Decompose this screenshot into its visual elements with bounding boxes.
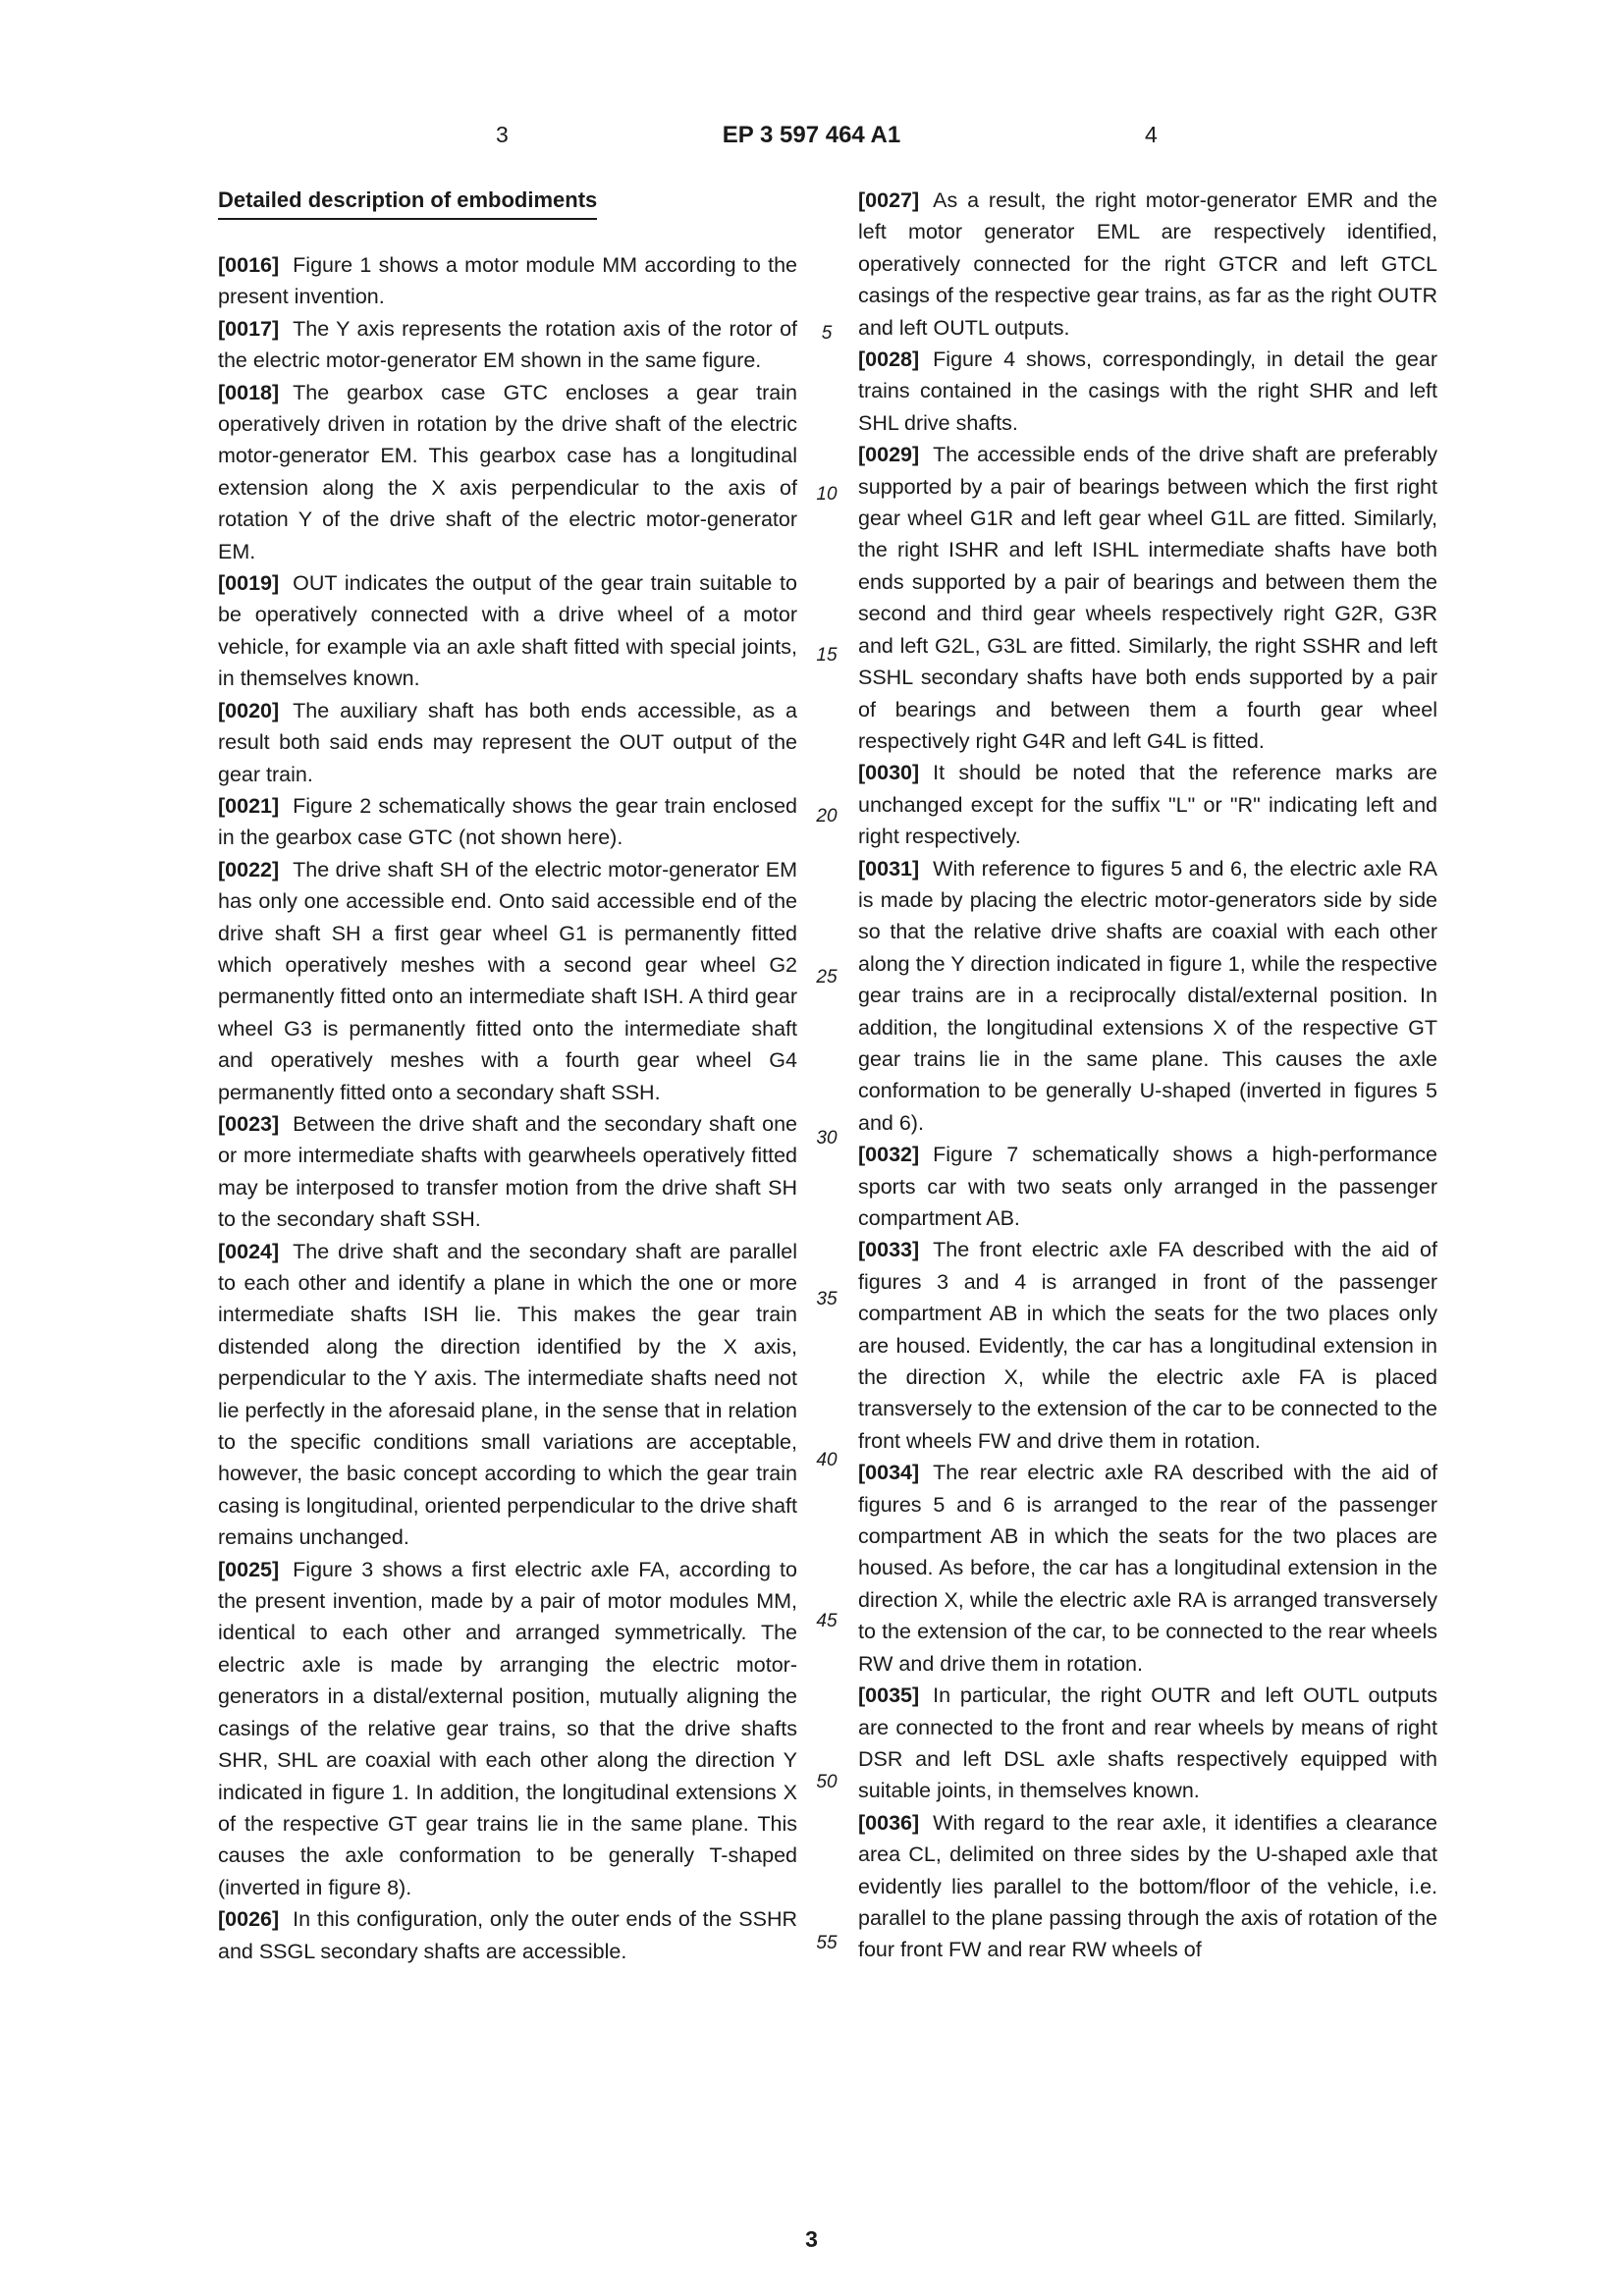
paragraph-number: [0036]	[858, 1810, 920, 1835]
paragraph-text: With reference to figures 5 and 6, the electric axle RA is made by placing the electric motor-generators side by side so that the relative drive shafts are coaxial with each other along the Y direction indicated in figure 1, while the respective gear trains are in a reciprocally distal/external position. In addition, the longitudinal extensions X of the respective GT gear trains lie in the same plane. This causes the axle conformation to be generally U-shaped (inverted in figures 5 and 6).	[858, 856, 1437, 1135]
paragraph-number: [0017]	[218, 316, 280, 341]
paragraph-number: [0024]	[218, 1239, 280, 1263]
line-number: 20	[816, 806, 838, 827]
line-number: 5	[821, 323, 833, 344]
paragraph-number: [0025]	[218, 1557, 280, 1581]
paragraph	[218, 313, 797, 377]
page-footer-number: 3	[805, 2226, 818, 2252]
paragraph	[858, 1807, 1437, 1966]
paragraph-number: [0018]	[218, 380, 280, 404]
paragraph-number: [0023]	[218, 1111, 280, 1136]
right-column	[858, 185, 1437, 1966]
paragraph	[858, 1234, 1437, 1457]
paragraph	[218, 790, 797, 854]
paragraph	[218, 1554, 797, 1903]
left-column	[218, 185, 797, 1967]
paragraph-text: In this configuration, only the outer ends of the SSHR and SSGL secondary shafts are accessible.	[218, 1907, 797, 1963]
paragraph-text: It should be noted that the reference marks are unchanged except for the suffix "L" or "R" indicating left and right respectively.	[858, 761, 1437, 849]
paragraph-text: Between the drive shaft and the secondary shaft one or more intermediate shafts with gearwheels operatively fitted may be interposed to transfer motion from the drive shaft SH to the secondary shaft SSH.	[218, 1111, 797, 1232]
paragraph-number: [0035]	[858, 1683, 920, 1708]
paragraph	[858, 344, 1437, 439]
paragraph	[858, 1680, 1437, 1807]
section-heading: Detailed description of embodiments	[218, 185, 597, 220]
paragraph-number: [0021]	[218, 793, 280, 818]
paragraph	[858, 185, 1437, 344]
paragraph-text: The rear electric axle RA described with the aid of figures 5 and 6 is arranged to the rear of the passenger compartment AB in which the seats for the two places are housed. As before, the car has a longitudinal extension in the direction X, while the electric axle RA is arranged transversely to the extension of the car, to be connected to the rear wheels RW and drive them in rotation.	[858, 1461, 1437, 1676]
paragraph-number: [0016]	[218, 253, 280, 277]
paragraph-text: Figure 2 schematically shows the gear train enclosed in the gearbox case GTC (not shown here).	[218, 793, 797, 850]
paragraph-number: [0028]	[858, 347, 920, 372]
paragraph	[858, 853, 1437, 1140]
paragraph-text: The gearbox case GTC encloses a gear train operatively driven in rotation by the drive shaft of the electric motor-generator EM. This gearbox case has a longitudinal extension along the X axis perpendicular to the axis of rotation Y of the drive shaft of the electric motor-generator EM.	[218, 380, 797, 563]
paragraph-number: [0030]	[858, 761, 920, 785]
paragraph-text: The front electric axle FA described with the aid of figures 3 and 4 is arranged in front of the passenger compartment AB in which the seats for the two places only are housed. Evidently, the car has a longitudinal extension in the direction X, while the electric axle FA is placed transversely to the extension of the car to be connected to the front wheels FW and drive them in rotation.	[858, 1238, 1437, 1453]
line-number: 25	[816, 967, 838, 988]
paragraph	[858, 757, 1437, 852]
paragraph-number: [0019]	[218, 571, 280, 596]
paragraph	[858, 1457, 1437, 1680]
paragraph-number: [0029]	[858, 443, 920, 467]
line-number: 15	[816, 645, 838, 666]
paragraph-text: Figure 7 schematically shows a high-performance sports car with two seats only arranged in the passenger compartment AB.	[858, 1143, 1437, 1230]
line-number: 55	[816, 1933, 838, 1953]
paragraph-text: The drive shaft and the secondary shaft are parallel to each other and identify a plane in which the one or more intermediate shafts ISH lie. This makes the gear train distended along the direction identified by the X axis, perpendicular to the Y axis. The intermediate shafts need not lie perfectly in the aforesaid plane, in the sense that in relation to the specific conditions small variations are acceptable, however, the basic concept according to which the gear train casing is longitudinal, oriented perpendicular to the drive shaft remains unchanged.	[218, 1239, 797, 1550]
paragraph	[218, 567, 797, 695]
paragraph-number: [0033]	[858, 1238, 920, 1262]
line-number: 30	[816, 1128, 838, 1148]
paragraph-number: [0031]	[858, 856, 920, 881]
paragraph-number: [0026]	[218, 1907, 280, 1932]
paragraph	[858, 439, 1437, 757]
paragraph-number: [0022]	[218, 857, 280, 881]
paragraph-text: Figure 1 shows a motor module MM according to the present invention.	[218, 253, 797, 309]
paragraph-text: Figure 4 shows, correspondingly, in detail the gear trains contained in the casings with the right SHR and left SHL drive shafts.	[858, 347, 1437, 435]
page-number-left: 3	[496, 122, 509, 147]
paragraph	[218, 695, 797, 790]
paragraph-number: [0020]	[218, 698, 280, 722]
page-number-right: 4	[1145, 122, 1158, 147]
paragraph-text: The auxiliary shaft has both ends accessible, as a result both said ends may represent the OUT output of the gear train.	[218, 698, 797, 786]
line-number: 50	[816, 1772, 838, 1792]
paragraph	[858, 1139, 1437, 1234]
paragraph-text: With regard to the rear axle, it identifies a clearance area CL, delimited on three sides by the U-shaped axle that evidently lies parallel to the bottom/floor of the vehicle, i.e. parallel to the plane passing through the axis of rotation of the four front FW and rear RW wheels of	[858, 1810, 1437, 1962]
line-number: 10	[816, 484, 838, 505]
paragraph	[218, 249, 797, 313]
line-number: 45	[816, 1611, 838, 1631]
paragraph-number: [0032]	[858, 1143, 920, 1167]
paragraph-number: [0034]	[858, 1461, 920, 1485]
paragraph	[218, 377, 797, 567]
paragraph	[218, 854, 797, 1108]
paragraph	[218, 1903, 797, 1967]
paragraph-text: OUT indicates the output of the gear train suitable to be operatively connected with a drive wheel of a motor vehicle, for example via an axle shaft fitted with special joints, in themselves known.	[218, 571, 797, 691]
line-number: 35	[816, 1289, 838, 1309]
paragraph-text: As a result, the right motor-generator EMR and the left motor generator EML are respectively identified, operatively connected for the right GTCR and left GTCL casings of the respective gear trains, as far as the right OUTR and left OUTL outputs.	[858, 188, 1437, 340]
paragraph	[218, 1236, 797, 1554]
document-number: EP 3 597 464 A1	[722, 122, 901, 148]
paragraph-text: The accessible ends of the drive shaft are preferably supported by a pair of bearings between which the first right gear wheel G1R and left gear wheel G1L are fitted. Similarly, the right ISHR and left ISHL intermediate shafts have both ends supported by a pair of bearings and between them the second and third gear wheels respectively right G2R, G3R and left G2L, G3L are fitted. Similarly, the right SSHR and left SSHL secondary shafts have both ends supported by a pair of bearings and between them a fourth gear wheel respectively right G4R and left G4L is fitted.	[858, 443, 1437, 753]
paragraph-text: Figure 3 shows a first electric axle FA, according to the present invention, made by a pair of motor modules MM, identical to each other and arranged symmetrically. The electric axle is made by arranging the electric motor-generators in a distal/external position, mutually aligning the casings of the relative gear trains, so that the drive shafts SHR, SHL are coaxial with each other along the direction Y indicated in figure 1. In addition, the longitudinal extensions X of the respective GT gear trains lie in the same plane. This causes the axle conformation to be generally T-shaped (inverted in figure 8).	[218, 1557, 797, 1899]
paragraph-number: [0027]	[858, 188, 920, 212]
paragraph-text: The Y axis represents the rotation axis of the rotor of the electric motor-generator EM shown in the same figure.	[218, 316, 797, 373]
paragraph-text: In particular, the right OUTR and left OUTL outputs are connected to the front and rear wheels by means of right DSR and left DSL axle shafts respectively equipped with suitable joints, in themselves known.	[858, 1683, 1437, 1803]
line-number: 40	[816, 1450, 838, 1470]
paragraph-text: The drive shaft SH of the electric motor-generator EM has only one accessible end. Onto said accessible end of the drive shaft SH a first gear wheel G1 is permanently fitted which operatively meshes with a second gear wheel G2 permanently fitted onto an intermediate shaft ISH. A third gear wheel G3 is permanently fitted onto the intermediate shaft and operatively meshes with a fourth gear wheel G4 permanently fitted onto a secondary shaft SSH.	[218, 857, 797, 1104]
paragraph	[218, 1108, 797, 1236]
